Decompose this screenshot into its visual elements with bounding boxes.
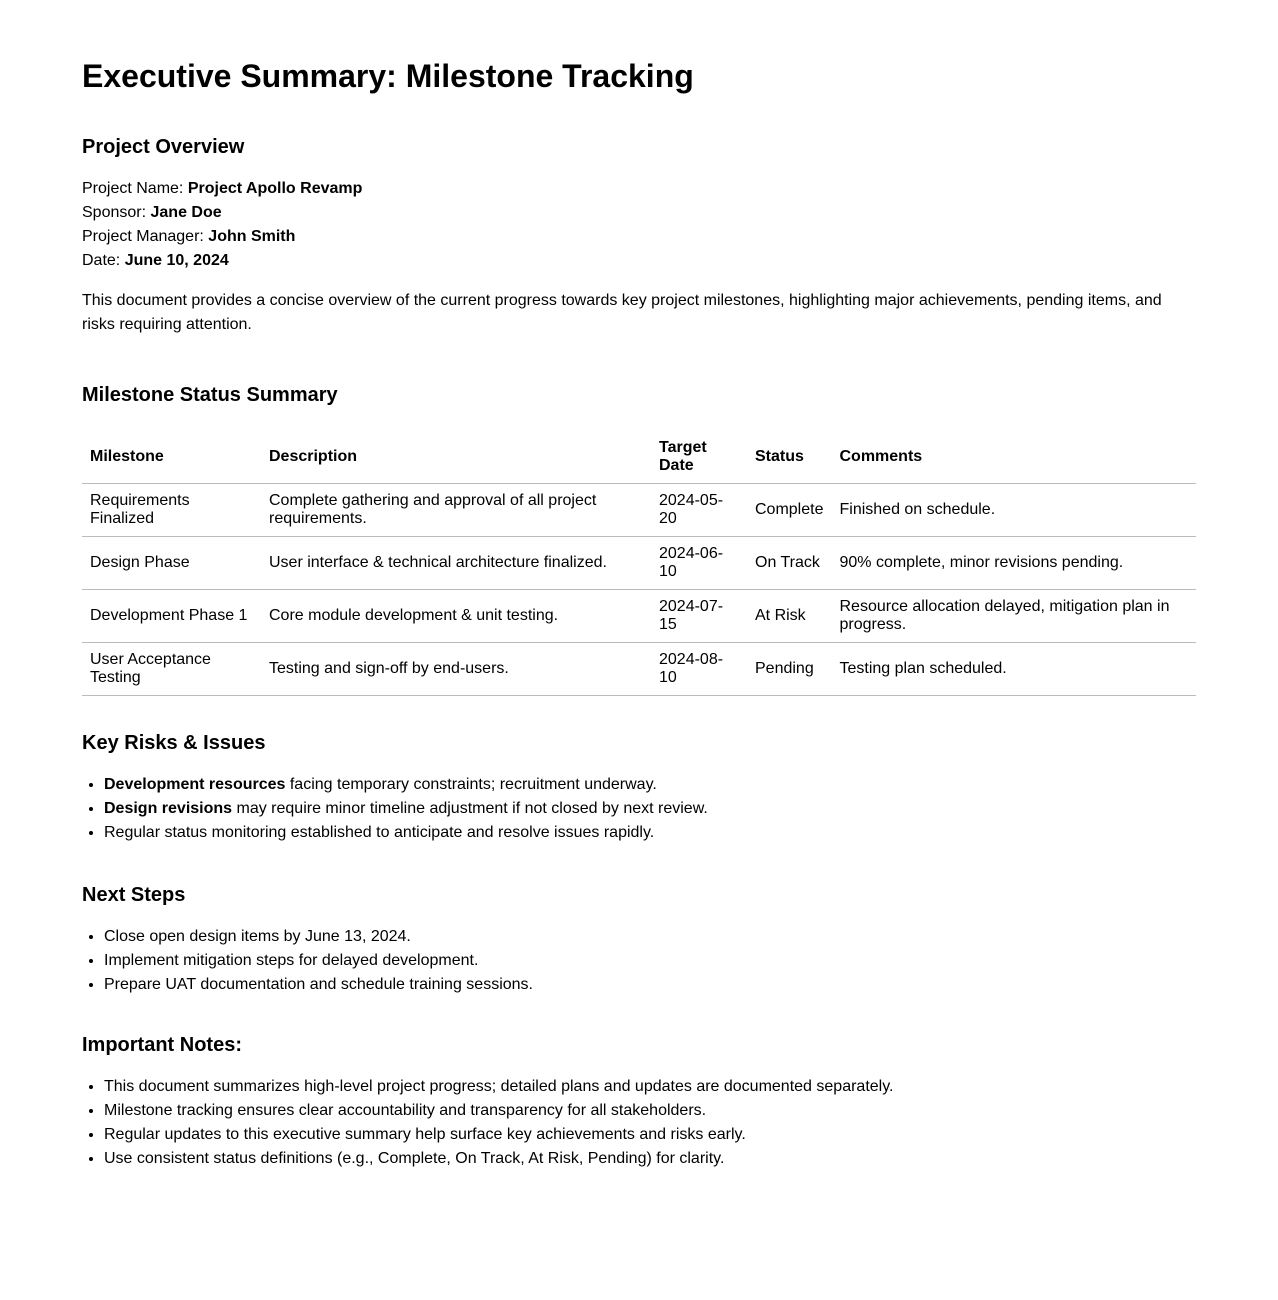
milestone-cell: Design Phase	[82, 537, 261, 590]
date-value: June 10, 2024	[124, 252, 229, 269]
risk-text: may require minor timeline adjustment if not closed by next review.	[232, 800, 708, 817]
milestone-cell: User Acceptance Testing	[82, 643, 261, 696]
next-steps-section	[82, 883, 1196, 997]
table-row	[82, 484, 1196, 537]
project-name-label: Project Name:	[82, 180, 184, 197]
list-item: • Regular updates to this executive summary help surface key achievements and risks early.	[104, 1123, 1196, 1147]
intro-paragraph: This document provides a concise overview of the current progress towards key project milestones, highlighting major achievements, pending items, and risks requiring attention.	[82, 292, 1162, 333]
project-name-value: Project Apollo Revamp	[187, 180, 363, 197]
comments-cell: Testing plan scheduled.	[831, 643, 1196, 696]
important-notes-section	[82, 1033, 1196, 1171]
status-cell: At Risk	[747, 590, 831, 643]
risk-emphasis: Design revisions	[104, 800, 233, 817]
description-cell: User interface & technical architecture finalized.	[261, 537, 651, 590]
target-date-cell: 2024-06-10	[651, 537, 747, 590]
project-overview-heading: Project Overview	[82, 136, 245, 158]
sponsor-label: Sponsor:	[82, 204, 147, 221]
milestone-cell: Requirements Finalized	[82, 484, 261, 537]
next-steps-heading: Next Steps	[82, 884, 186, 906]
table-row	[82, 643, 1196, 696]
page-title: Executive Summary: Milestone Tracking	[82, 58, 694, 94]
comments-cell: 90% complete, minor revisions pending.	[831, 537, 1196, 590]
list-item	[104, 821, 1196, 845]
risk-emphasis: Development resources	[104, 776, 286, 793]
key-risks-section	[82, 731, 1196, 845]
key-risks-heading: Key Risks & Issues	[82, 732, 266, 754]
risk-text: facing temporary constraints; recruitment underway.	[285, 776, 657, 793]
project-info	[82, 177, 1196, 273]
column-header-status: Status	[747, 431, 831, 484]
important-notes-heading: Important Notes:	[82, 1034, 242, 1056]
comments-cell: Finished on schedule.	[831, 484, 1196, 537]
comments-cell: Resource allocation delayed, mitigation plan in progress.	[831, 590, 1196, 643]
list-item: • This document summarizes high-level project progress; detailed plans and updates are documented separately.	[104, 1075, 1196, 1099]
milestone-status-heading: Milestone Status Summary	[82, 384, 338, 406]
description-cell: Testing and sign-off by end-users.	[261, 643, 651, 696]
next-steps-list	[82, 925, 1196, 997]
project-manager-value: John Smith	[208, 228, 296, 245]
status-cell: Complete	[747, 484, 831, 537]
status-cell: Pending	[747, 643, 831, 696]
project-overview-section	[82, 135, 1196, 337]
table-row	[82, 537, 1196, 590]
sponsor-row	[82, 201, 1196, 225]
status-cell: On Track	[747, 537, 831, 590]
notes-list	[82, 1075, 1196, 1171]
column-header-milestone: Milestone	[82, 431, 261, 484]
table-header-row	[82, 431, 1196, 484]
list-item: • Implement mitigation steps for delayed development.	[104, 949, 1196, 973]
list-item: • Milestone tracking ensures clear accountability and transparency for all stakeholders.	[104, 1099, 1196, 1123]
list-item	[104, 773, 1196, 797]
project-name-row	[82, 177, 1196, 201]
target-date-cell: 2024-08-10	[651, 643, 747, 696]
target-date-cell: 2024-05-20	[651, 484, 747, 537]
description-cell: Core module development & unit testing.	[261, 590, 651, 643]
column-header-comments: Comments	[831, 431, 1196, 484]
list-item: • Close open design items by June 13, 2024.	[104, 925, 1196, 949]
target-date-cell: 2024-07-15	[651, 590, 747, 643]
column-header-target-date: Target Date	[651, 431, 747, 484]
risks-list	[82, 773, 1196, 845]
table-row	[82, 590, 1196, 643]
list-item	[104, 797, 1196, 821]
project-manager-label: Project Manager:	[82, 228, 204, 245]
list-item: • Prepare UAT documentation and schedule training sessions.	[104, 973, 1196, 997]
risk-text: Regular status monitoring established to anticipate and resolve issues rapidly.	[104, 824, 655, 841]
date-row	[82, 249, 1196, 273]
column-header-description: Description	[261, 431, 651, 484]
description-cell: Complete gathering and approval of all project requirements.	[261, 484, 651, 537]
milestone-cell: Development Phase 1	[82, 590, 261, 643]
milestone-table	[82, 431, 1196, 696]
date-label: Date:	[82, 252, 121, 269]
sponsor-value: Jane Doe	[150, 204, 222, 221]
milestone-status-section	[82, 383, 1196, 696]
list-item: • Use consistent status definitions (e.g., Complete, On Track, At Risk, Pending) for clarity.	[104, 1147, 1196, 1171]
project-manager-row	[82, 225, 1196, 249]
